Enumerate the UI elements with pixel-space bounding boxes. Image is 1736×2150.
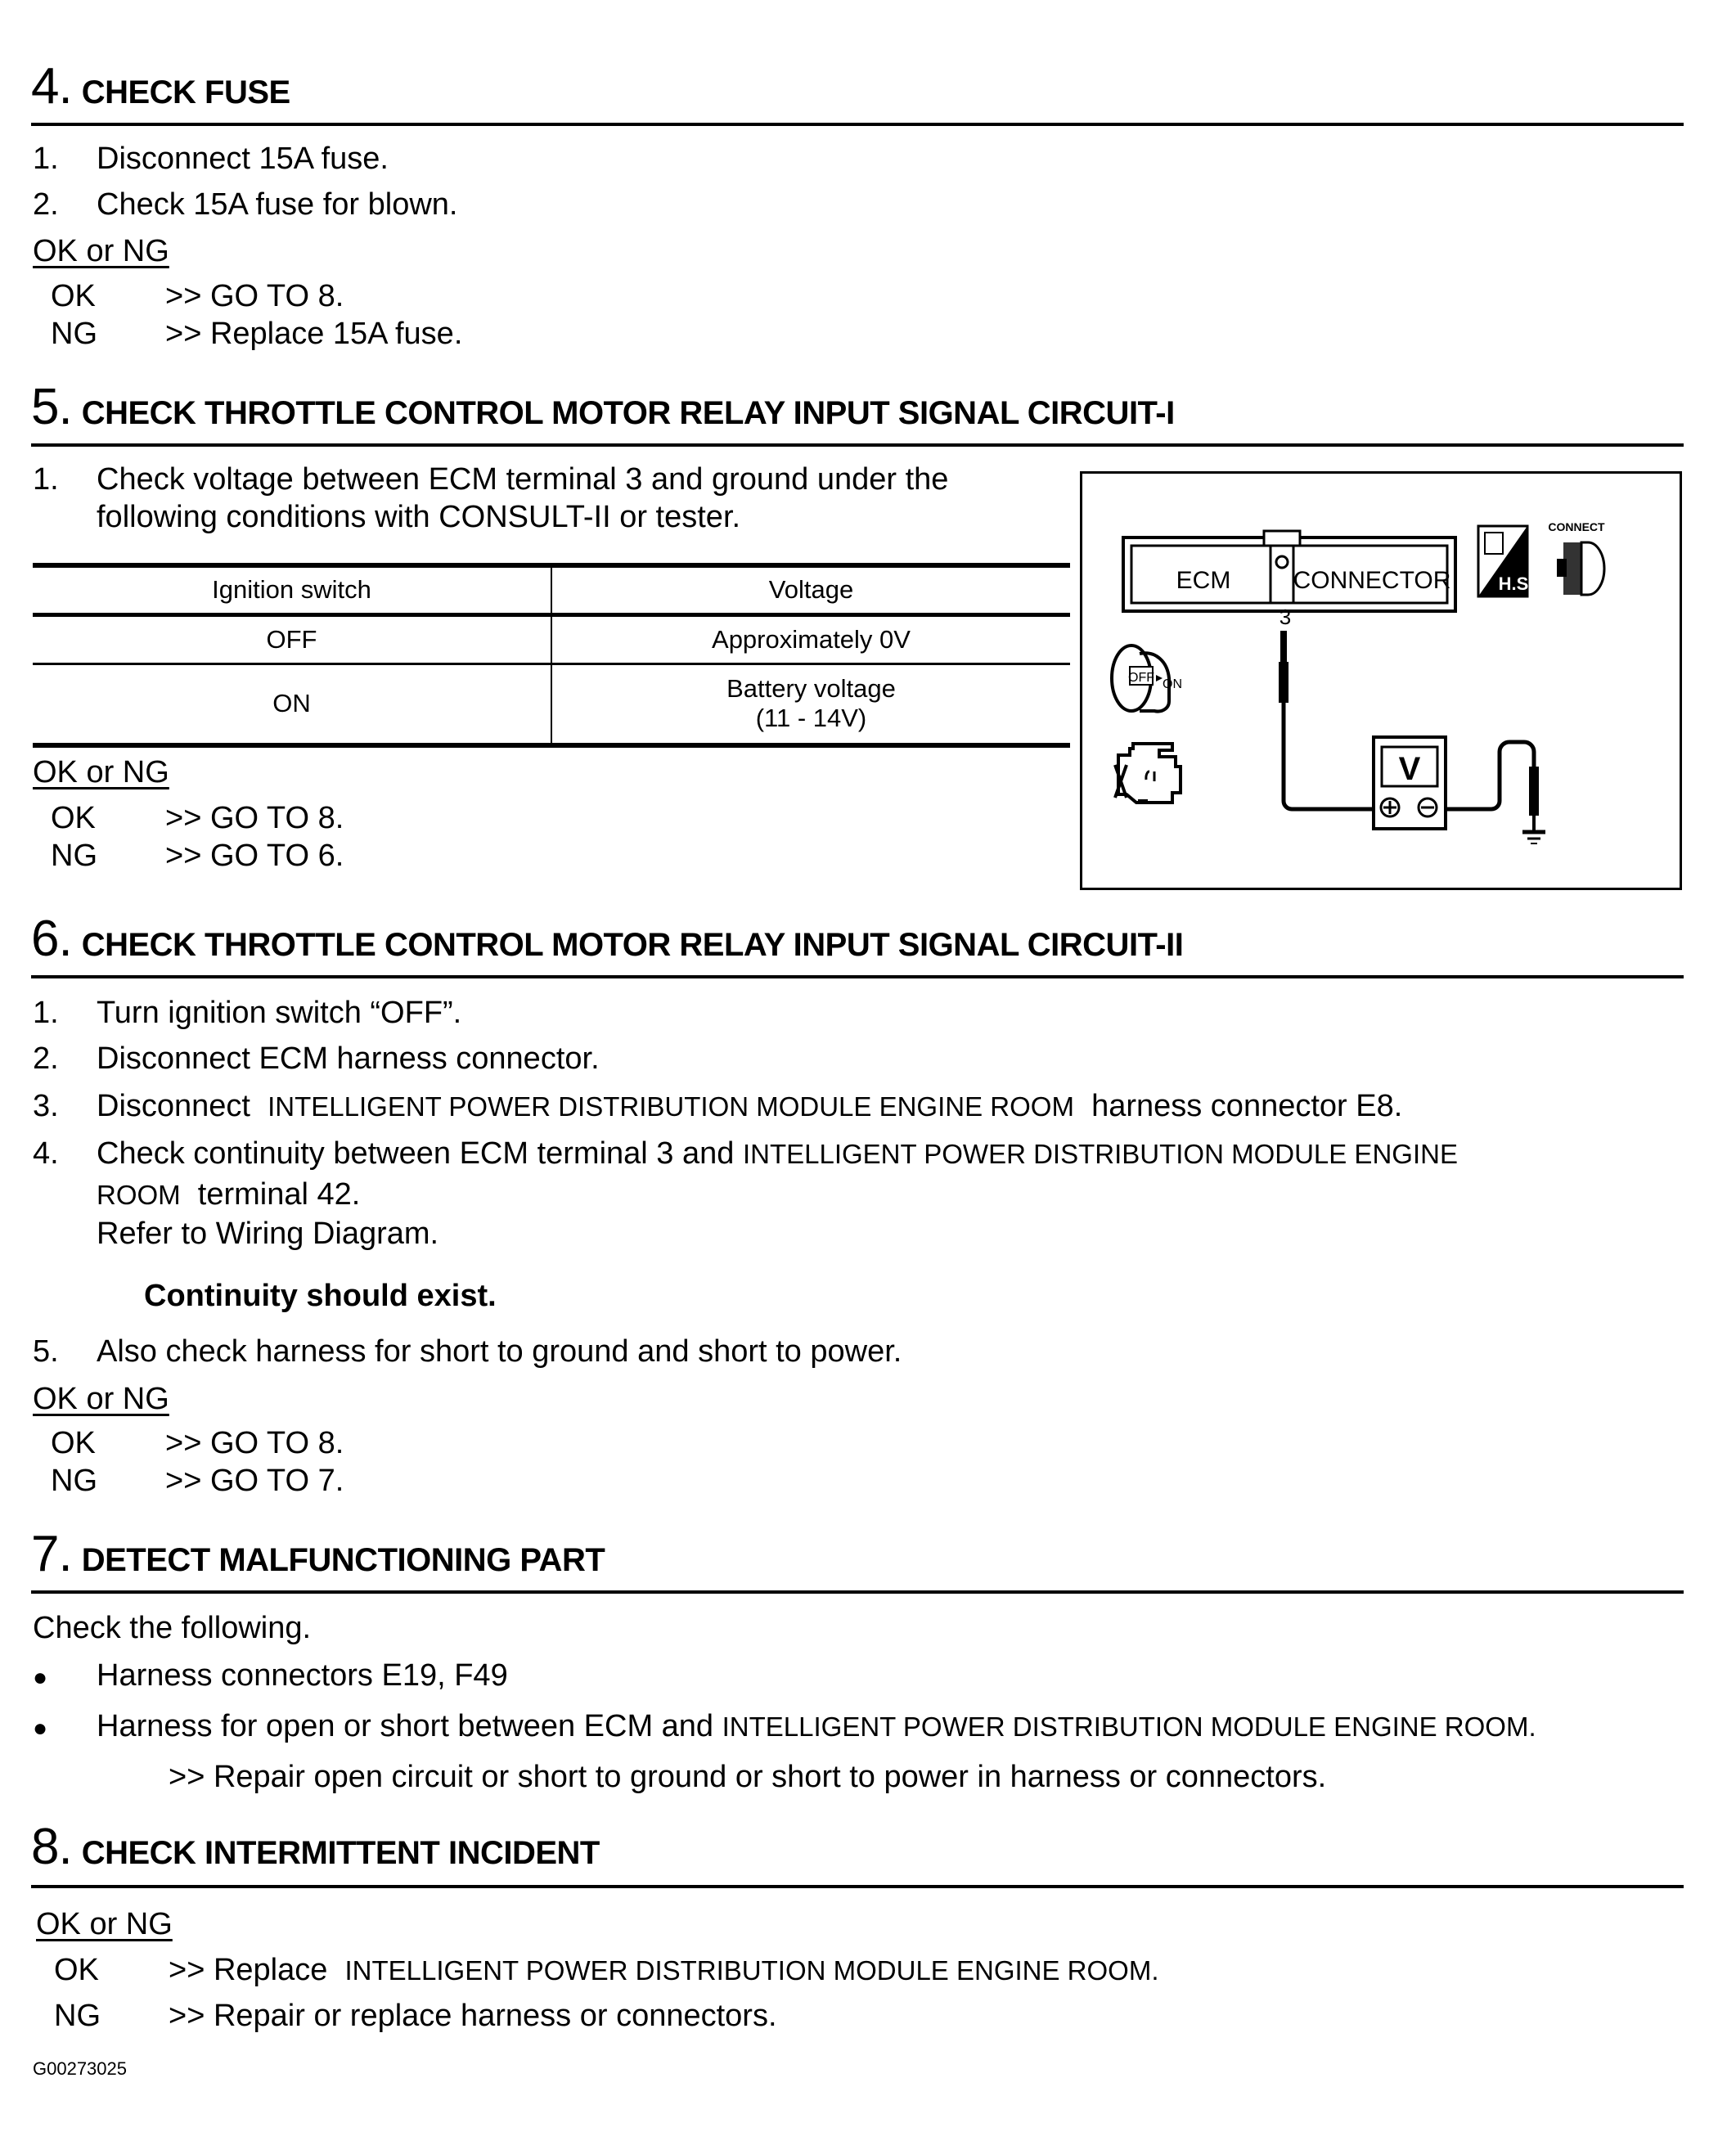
step-4-item-1: 1. Disconnect 15A fuse. [33,142,389,176]
svg-text:3: 3 [1279,605,1292,629]
section-divider [31,123,1684,126]
section-divider [31,1590,1684,1594]
step-7-action: >> Repair open circuit or short to ground or short to power in harness or connectors. [169,1760,1327,1794]
section-divider [31,1885,1684,1888]
ok-or-ng-label: OK or NG [33,1382,169,1416]
svg-text:ON: ON [1163,677,1182,691]
step-7-intro: Check the following. [33,1611,312,1645]
table-row: ON Battery voltage (11 - 14V) [33,663,1070,745]
ignition-key-icon [1112,645,1182,712]
step-7-heading: 7. DETECT MALFUNCTIONING PART [31,1526,605,1582]
step-8-heading: 8. CHECK INTERMITTENT INCIDENT [31,1819,600,1875]
result-ng: NG >> Replace 15A fuse. [51,317,463,351]
ok-or-ng-label: OK or NG [33,755,169,789]
circuit-illustration [1082,474,1680,888]
step-6-item-1: 1. Turn ignition switch “OFF”. [33,996,462,1030]
step-6-heading: 6. CHECK THROTTLE CONTROL MOTOR RELAY INPUT SIGNAL CIRCUIT-II [31,911,1184,967]
list-item: ● Harness connectors E19, F49 [33,1658,508,1693]
step-5-heading: 5. CHECK THROTTLE CONTROL MOTOR RELAY INPUT SIGNAL CIRCUIT-I [31,379,1175,435]
table-row: OFF Approximately 0V [33,614,1070,663]
step-6-item-4-ref: Refer to Wiring Diagram. [97,1217,439,1251]
result-ng: NG >> GO TO 6. [51,839,344,873]
test-connection-diagram [1080,471,1682,890]
step-6-item-3: 3. Disconnect INTELLIGENT POWER DISTRIBUTION MODULE ENGINE ROOM harness connector E8. [33,1089,1403,1123]
result-ok: OK >> GO TO 8. [51,279,344,313]
step-6-item-2: 2. Disconnect ECM harness connector. [33,1041,600,1076]
voltage-spec-table [33,563,1070,748]
harness-side-icon [1478,526,1533,596]
connect-icon [1548,520,1605,595]
step-5-item-1-cont: following conditions with CONSULT-II or tester. [97,500,741,534]
step-4-heading [31,57,290,115]
step-number: 4. [31,58,72,115]
step-6-item-5: 5. Also check harness for short to ground and short to power. [33,1334,902,1369]
result-ng: NG >> Repair or replace harness or connectors. [54,1999,777,2033]
section-divider [31,443,1684,447]
svg-text:V: V [1398,751,1421,787]
result-ok: OK >> Replace INTELLIGENT POWER DISTRIBUTION MODULE ENGINE ROOM. [54,1953,1159,1987]
ok-or-ng-label: OK or NG [33,234,169,268]
engine-icon [1115,744,1181,803]
ground-icon [1522,832,1545,843]
ok-or-ng-label: OK or NG [36,1907,173,1941]
step-6-item-4-cont: ROOM terminal 42. [97,1177,361,1212]
step-title: CHECK FUSE [81,74,290,110]
list-item: ● Harness for open or short between ECM and INTELLIGENT POWER DISTRIBUTION MODULE ENGINE ROOM. [33,1709,1536,1743]
result-ng: NG >> GO TO 7. [51,1464,344,1498]
col-header-voltage: Voltage [768,575,854,605]
col-header-ignition: Ignition switch [33,565,551,614]
section-divider [31,975,1684,978]
svg-text:CONNECT: CONNECT [1548,520,1605,533]
svg-text:CONNECTOR: CONNECTOR [1293,567,1451,594]
step-5-item-1: 1. Check voltage between ECM terminal 3 and ground under the [33,462,949,497]
bullet-icon: ● [33,1715,48,1742]
bullet-icon: ● [33,1664,48,1691]
voltmeter-icon [1374,737,1446,829]
svg-text:OFF: OFF [1128,671,1154,685]
svg-text:ECM: ECM [1176,567,1231,594]
step-4-item-2: 2. Check 15A fuse for blown. [33,187,458,222]
figure-code: G00273025 [33,2058,127,2079]
result-ok: OK >> GO TO 8. [51,801,344,835]
continuity-spec: Continuity should exist. [144,1279,497,1313]
svg-text:H.S.: H.S. [1498,573,1534,594]
step-6-item-4: 4. Check continuity between ECM terminal 3 and INTELLIGENT POWER DISTRIBUTION MODULE ENGINE [33,1136,1458,1171]
result-ok: OK >> GO TO 8. [51,1426,344,1460]
